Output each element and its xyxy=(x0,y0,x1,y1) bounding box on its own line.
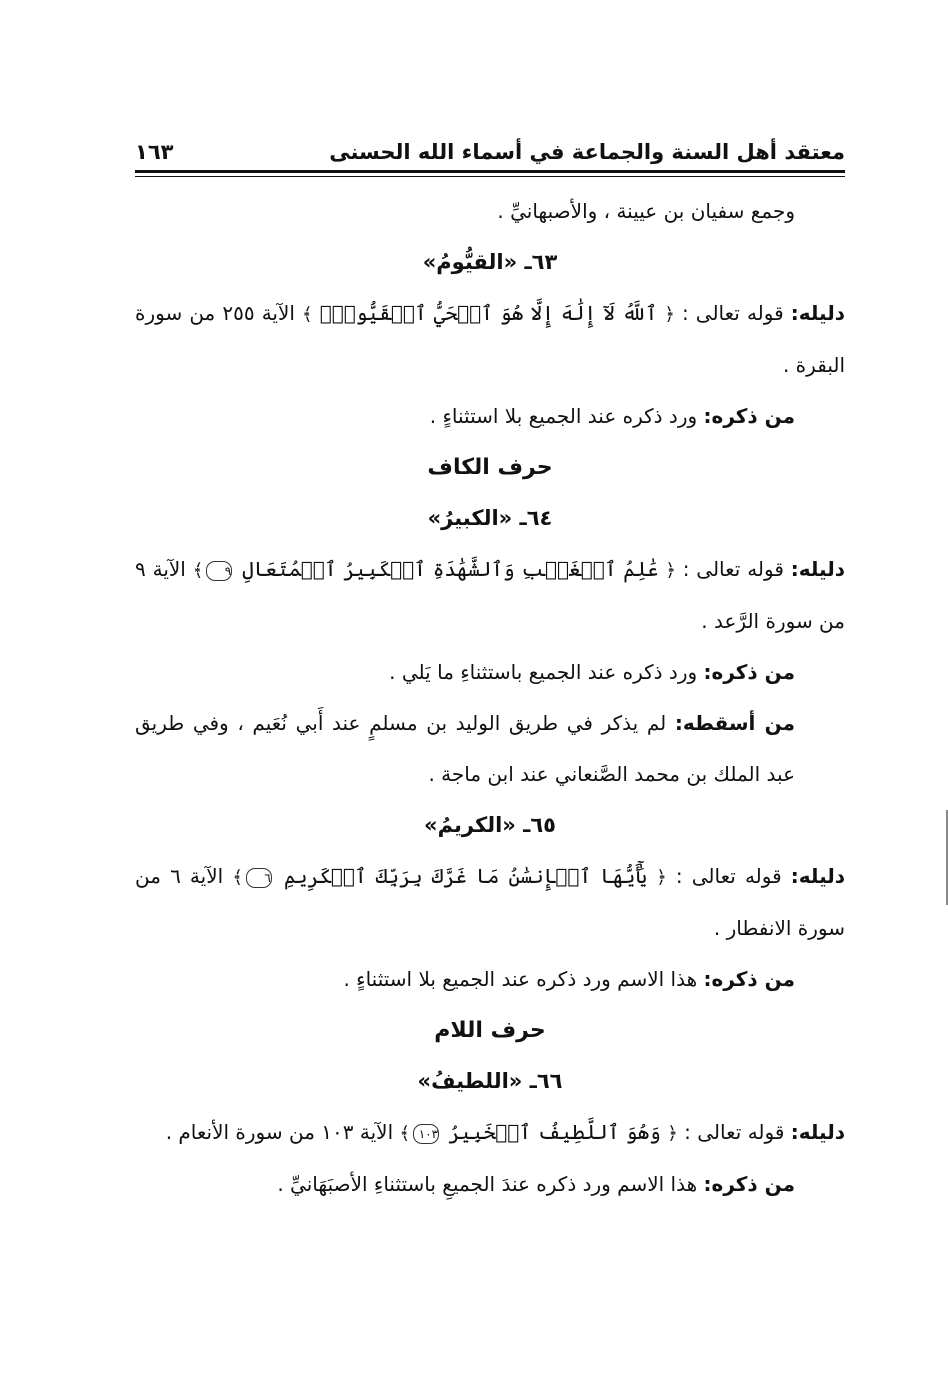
evidence-intro: قوله تعالى : xyxy=(675,557,791,581)
quran-verse: يَٰٓأَيُّهَا ٱلۡإِنسَٰنُ مَا غَرَّكَ بِرَبِّكَ ٱلۡكَرِيمِ xyxy=(274,864,657,888)
section-heading-kaf: حرف الكاف xyxy=(427,455,553,480)
mentioned-by-label: من ذكره: xyxy=(703,404,795,428)
omitted-by-label: من أسقطه: xyxy=(674,711,795,735)
verse-open-bracket: ﴿ xyxy=(656,867,667,888)
verse-open-bracket: ﴿ xyxy=(665,560,676,581)
mentioned-by-paragraph-65 xyxy=(135,954,845,1005)
evidence-paragraph-65 xyxy=(135,851,845,954)
evidence-paragraph-64 xyxy=(135,544,845,647)
evidence-intro: قوله تعالى : xyxy=(666,864,791,888)
page-body xyxy=(135,186,845,1210)
header-rule-thick xyxy=(135,170,845,173)
mentioned-by-text: ورد ذكره عند الجميع باستثناءِ ما يَلي . xyxy=(389,660,704,684)
quran-verse: ٱللَّهُ لَآ إِلَٰهَ إِلَّا هُوَ ٱلۡحَيُّ ٱلۡقَيُّومُۚ xyxy=(312,301,665,325)
evidence-label: دليله: xyxy=(790,301,845,325)
entry-heading-65: ٦٥ـ «الكريمُ» xyxy=(424,813,556,837)
verse-open-bracket: ﴿ xyxy=(667,1123,678,1144)
mentioned-by-label: من ذكره: xyxy=(703,967,795,991)
section-heading-lam: حرف اللام xyxy=(434,1018,546,1043)
mentioned-by-paragraph-64 xyxy=(135,647,845,698)
header-title: معتقد أهل السنة والجماعة في أسماء الله الحسنى xyxy=(329,140,845,164)
mentioned-by-paragraph-63 xyxy=(135,391,845,442)
mentioned-by-label: من ذكره: xyxy=(703,1172,795,1196)
verse-close-bracket: ﴾ xyxy=(232,867,243,888)
verse-reference: الآية ٩ من سورة الرَّعد . xyxy=(135,557,845,633)
omitted-by-text: لم يذكر في طريق الوليد بن مسلمٍ عند أَبي نُعَيم ، وفي طريق عبد الملك بن محمد الصَّنعاني عند ابن ماجة . xyxy=(135,711,795,786)
verse-close-bracket: ﴾ xyxy=(192,560,204,581)
verse-close-bracket: ﴾ xyxy=(399,1123,411,1144)
evidence-paragraph-63 xyxy=(135,288,845,391)
page-number: ١٦٣ xyxy=(135,140,174,164)
verse-reference: الآية ٦ من سورة الانفطار . xyxy=(135,864,845,940)
entry-heading-66: ٦٦ـ «اللطيفُ» xyxy=(417,1069,563,1093)
entry-heading-63: ٦٣ـ «القيُّومُ» xyxy=(422,250,558,274)
evidence-label: دليله: xyxy=(790,864,846,888)
verse-reference: الآية ٢٥٥ من سورة البقرة . xyxy=(135,301,845,377)
running-header xyxy=(135,130,845,164)
quran-verse: عَٰلِمُ ٱلۡغَيۡبِ وَٱلشَّهَٰدَةِ ٱلۡكَبِيرُ ٱلۡمُتَعَالِ xyxy=(235,557,666,581)
verse-close-bracket: ﴾ xyxy=(302,304,313,325)
mentioned-by-label: من ذكره: xyxy=(703,660,795,684)
ayah-number-marker: ١٠٣ xyxy=(413,1124,439,1144)
ayah-number-marker: ٦ xyxy=(246,868,272,888)
evidence-intro: قوله تعالى : xyxy=(674,301,791,325)
continuation-paragraph: وجمع سفيان بن عيينة ، والأصبهانيِّ . xyxy=(497,199,795,223)
mentioned-by-paragraph-66 xyxy=(135,1159,845,1210)
quran-verse: وَهُوَ ٱللَّطِيفُ ٱلۡخَبِيرُ xyxy=(442,1120,668,1144)
verse-reference: الآية ١٠٣ من سورة الأنعام . xyxy=(165,1120,400,1144)
header-rule-thin xyxy=(135,176,845,177)
book-page xyxy=(135,0,845,1375)
verse-open-bracket: ﴿ xyxy=(664,304,675,325)
mentioned-by-text: هذا الاسم ورد ذكره عندَ الجميعِ باستثناءِ الأصبَهَانيِّ . xyxy=(277,1172,704,1196)
evidence-label: دليله: xyxy=(790,557,845,581)
evidence-label: دليله: xyxy=(790,1120,845,1144)
entry-heading-64: ٦٤ـ «الكبيرُ» xyxy=(427,506,553,530)
evidence-paragraph-66 xyxy=(135,1107,845,1159)
mentioned-by-text: ورد ذكره عند الجميع بلا استثناءٍ . xyxy=(429,404,704,428)
mentioned-by-text: هذا الاسم ورد ذكره عند الجميع بلا استثناءٍ . xyxy=(343,967,704,991)
omitted-by-paragraph-64 xyxy=(135,698,845,800)
ayah-number-marker: ٩ xyxy=(206,561,232,581)
evidence-intro: قوله تعالى : xyxy=(677,1120,791,1144)
